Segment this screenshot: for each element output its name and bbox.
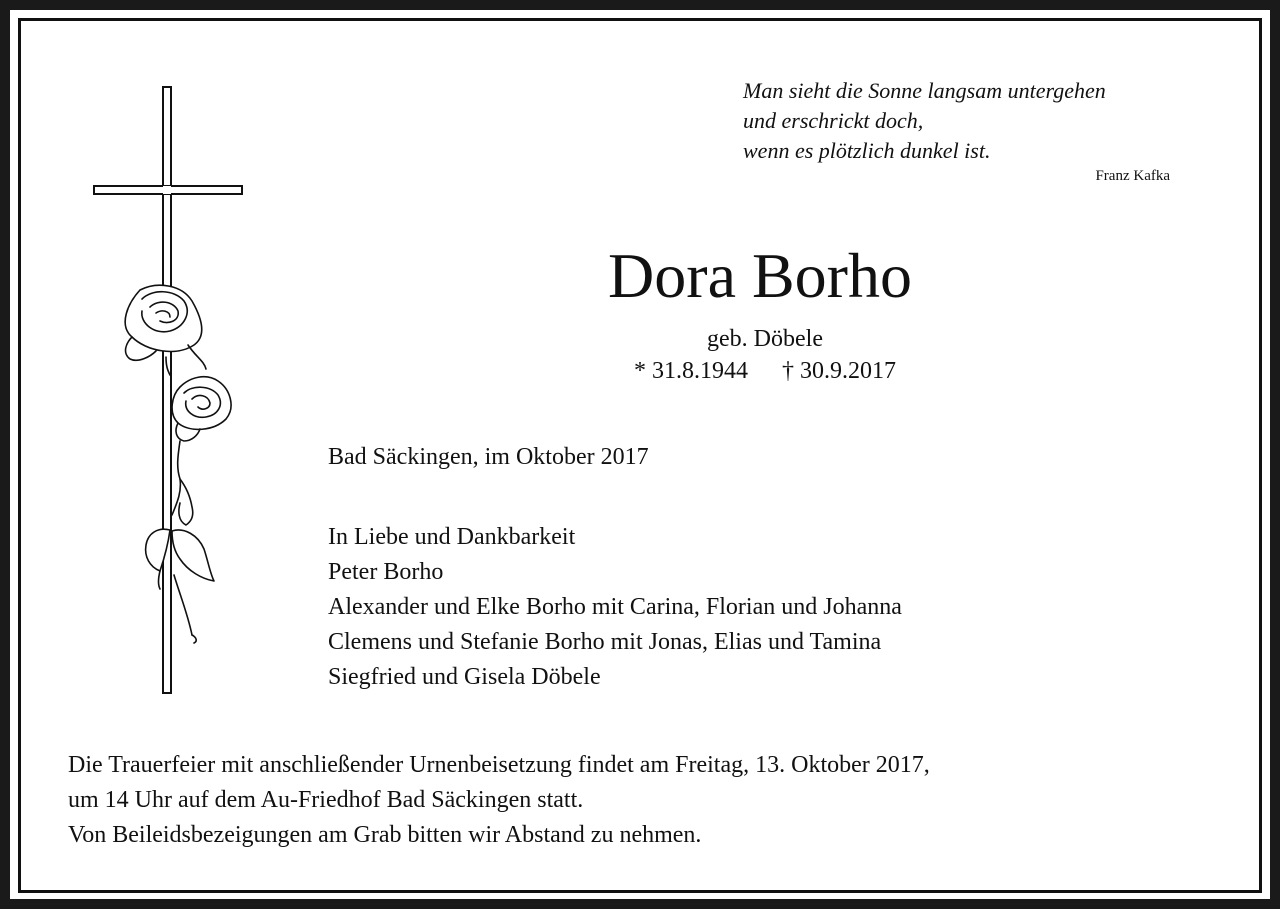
cross-with-roses-illustration	[80, 75, 250, 700]
life-dates	[530, 356, 1000, 386]
place-and-date: Bad Säckingen, im Oktober 2017	[328, 444, 649, 470]
mourners-line: Alexander und Elke Borho mit Carina, Florian und Johanna	[328, 594, 902, 620]
quote-author: Franz Kafka	[1095, 168, 1170, 184]
mourners-line: In Liebe und Dankbarkeit	[328, 524, 576, 550]
death-date: † 30.9.2017	[782, 358, 896, 384]
kafka-quote	[743, 76, 1183, 166]
obituary-notice	[10, 10, 1270, 899]
ceremony-line: um 14 Uhr auf dem Au-Friedhof Bad Säckingen statt.	[68, 787, 584, 813]
ceremony-line: Von Beileidsbezeigungen am Grab bitten wir Abstand zu nehmen.	[68, 822, 702, 848]
deceased-name: Dora Borho	[608, 240, 912, 311]
mourners-line: Siegfried und Gisela Döbele	[328, 664, 601, 690]
quote-line: wenn es plötzlich dunkel ist.	[743, 138, 991, 163]
mourners-line: Peter Borho	[328, 559, 444, 585]
birth-date: * 31.8.1944	[634, 358, 748, 384]
mourners-line: Clemens und Stefanie Borho mit Jonas, Elias und Tamina	[328, 629, 882, 655]
quote-line: und erschrickt doch,	[743, 108, 924, 133]
quote-line: Man sieht die Sonne langsam untergehen	[743, 78, 1106, 103]
rose-icon	[125, 285, 231, 643]
mourners-list	[328, 520, 902, 695]
ceremony-line: Die Trauerfeier mit anschließender Urnenbeisetzung findet am Freitag, 13. Oktober 2017,	[68, 752, 930, 778]
ceremony-info	[68, 748, 930, 853]
maiden-name: geb. Döbele	[707, 326, 823, 352]
